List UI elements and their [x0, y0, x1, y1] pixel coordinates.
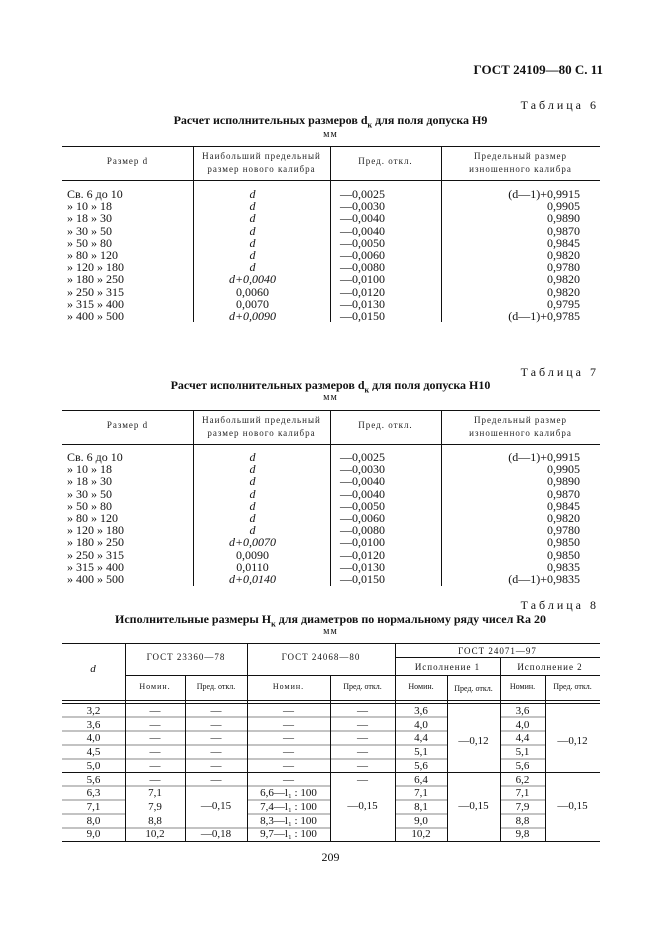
- table6-size: » 250 » 315: [67, 284, 124, 299]
- table8-g1-nom-column: — — — — — — 7,1 7,9 8,8 10,2: [145, 705, 165, 841]
- page-header: ГОСТ 24109—80 С. 11: [473, 62, 603, 77]
- table8-g2-dev-015: —0,15: [347, 800, 378, 812]
- table8-h-nom: Номин.: [139, 682, 171, 691]
- table6-size: » 80 » 120: [67, 248, 118, 263]
- table8-h-nom: Номин.: [509, 682, 536, 691]
- table7-col-max: Наибольший предельный размер нового калибра: [202, 415, 321, 438]
- table8-h-dev: Пред. откл.: [454, 684, 493, 693]
- table8-unit: мм: [323, 626, 338, 637]
- table7-col-dev: Пред. откл.: [358, 420, 413, 430]
- table7-col-worn: Предельный размер изношенного калибра: [469, 415, 572, 438]
- table6-size: » 10 » 18: [67, 199, 112, 214]
- table6-size: » 180 » 250: [67, 272, 124, 287]
- table8-i2-dev-015: —0,15: [557, 800, 588, 812]
- table8-i2-dev-012: —0,12: [557, 735, 588, 747]
- table8-h-nom: Номин.: [408, 682, 434, 691]
- table8-g2-nom-column: — — — — — — 6,6—l₁ : 100 7,4—l₁ : 100 8,3—l₁ : 100 9,7—l₁ : 100: [260, 705, 317, 841]
- table8-label: Таблица 8: [520, 598, 599, 612]
- table7-max-column: d d d d d d d d+0,0070 0,0090 0,0110 d+0,0140: [228, 450, 277, 587]
- table8-i1-dev-015: —0,15: [458, 800, 489, 812]
- table6-unit: мм: [323, 129, 338, 140]
- table8-g2-dev-dash-column: — — — — — —: [357, 705, 368, 786]
- table8-h-dev: Пред. откл.: [196, 682, 236, 691]
- table6-size: » 50 » 80: [67, 235, 112, 250]
- table8-h-dev: Пред. откл.: [553, 682, 592, 691]
- table7-worn-column: (d—1)+0,9915 0,9905 0,9890 0,9870 0,9845 0,9820 0,9780 0,9850 0,9850 0,9835 (d—1)+0,9835: [508, 450, 580, 587]
- table7-col-size: Размер d: [106, 420, 149, 430]
- table8-h-dev: Пред. откл.: [343, 682, 382, 691]
- table8-i1-nom-column: 3,6 4,0 4,4 5,1 5,6 6,4 7,1 8,1 9,0 10,2: [411, 705, 431, 841]
- table6-label: Таблица 6: [520, 98, 599, 112]
- table6-title: Расчет исполнительных размеров $d_к$ для поля допуска Н9: [173, 113, 488, 130]
- table8-h-nom: Номин.: [272, 682, 305, 691]
- table8-g1-dev-015: —0,15: [200, 800, 232, 812]
- table7-unit: мм: [323, 392, 338, 403]
- table8-title: Исполнительные размеры $H_к$ для диаметров по нормальному ряду чисел Ra 20: [115, 612, 546, 629]
- table6-size: » 18 » 30: [67, 211, 112, 226]
- table6-dev-column: —0,0025 —0,0030 —0,0040 —0,0040 —0,0050 —0,0060 —0,0080 —0,0100 —0,0120 —0,0130 —0,0150: [340, 187, 385, 324]
- table7-dev-column: —0,0025 —0,0030 —0,0040 —0,0040 —0,0050 —0,0060 —0,0080 —0,0100 —0,0120 —0,0130 —0,0150: [340, 450, 385, 587]
- page-number: 209: [321, 850, 340, 864]
- table7-label: Таблица 7: [520, 365, 599, 379]
- table6-col-worn: Предельный размер изношенного калибра: [469, 151, 572, 174]
- table6-col-dev: Пред. откл.: [358, 156, 413, 166]
- table6-size: » 30 » 50: [67, 223, 112, 238]
- table8-h-isp2: Исполнение 2: [517, 662, 583, 672]
- table8-h-gost24071: ГОСТ 24071—97: [458, 646, 537, 656]
- table8-h-gost23360: ГОСТ 23360—78: [146, 652, 226, 662]
- table8-g1-dev-dash-column: — — — — — —: [210, 705, 222, 786]
- table6-worn-column: (d—1)+0,9915 0,9905 0,9890 0,9870 0,9845 0,9820 0,9780 0,9820 0,9820 0,9795 (d—1)+0,9785: [508, 187, 580, 324]
- table6-col-max: Наибольший предельный размер нового калибра: [202, 151, 321, 174]
- table8-i1-dev-012: —0,12: [458, 735, 489, 747]
- table7-title: Расчет исполнительных размеров $d_к$ для поля допуска Н10: [170, 378, 491, 395]
- table8-h-isp1: Исполнение 1: [414, 662, 481, 672]
- table6-col-size: Размер d: [106, 156, 149, 166]
- table8-h-d: d: [90, 663, 97, 675]
- table7-size-column: Св. 6 до 10 » 10 » 18 » 18 » 30 » 30 » 50 » 50 » 80 » 80 » 120 » 120 » 180 » 180 » 250 » 250 » 315 » 315 » 400 » 400 » 500: [67, 450, 124, 587]
- table8-g1-dev-018: —0,18: [200, 828, 232, 840]
- table8-h-gost24068: ГОСТ 24068—80: [281, 652, 361, 662]
- table6-size: Св. 6 до 10: [67, 187, 123, 201]
- table8-i2-nom-column: 3,6 4,0 4,4 5,1 5,6 6,2 7,1 7,9 8,8 9,8: [515, 705, 530, 841]
- table6-size: » 315 » 400: [67, 296, 124, 311]
- table8-d-column: 3,2 3,6 4,0 4,5 5,0 5,6 6,3 7,1 8,0 9,0: [86, 705, 101, 841]
- table6-max-column: d d d d d d d d+0,0040 0,0060 0,0070 d+0,0090: [228, 187, 277, 324]
- table6-size: » 120 » 180: [67, 260, 124, 275]
- table6-size: » 400 » 500: [67, 309, 124, 324]
